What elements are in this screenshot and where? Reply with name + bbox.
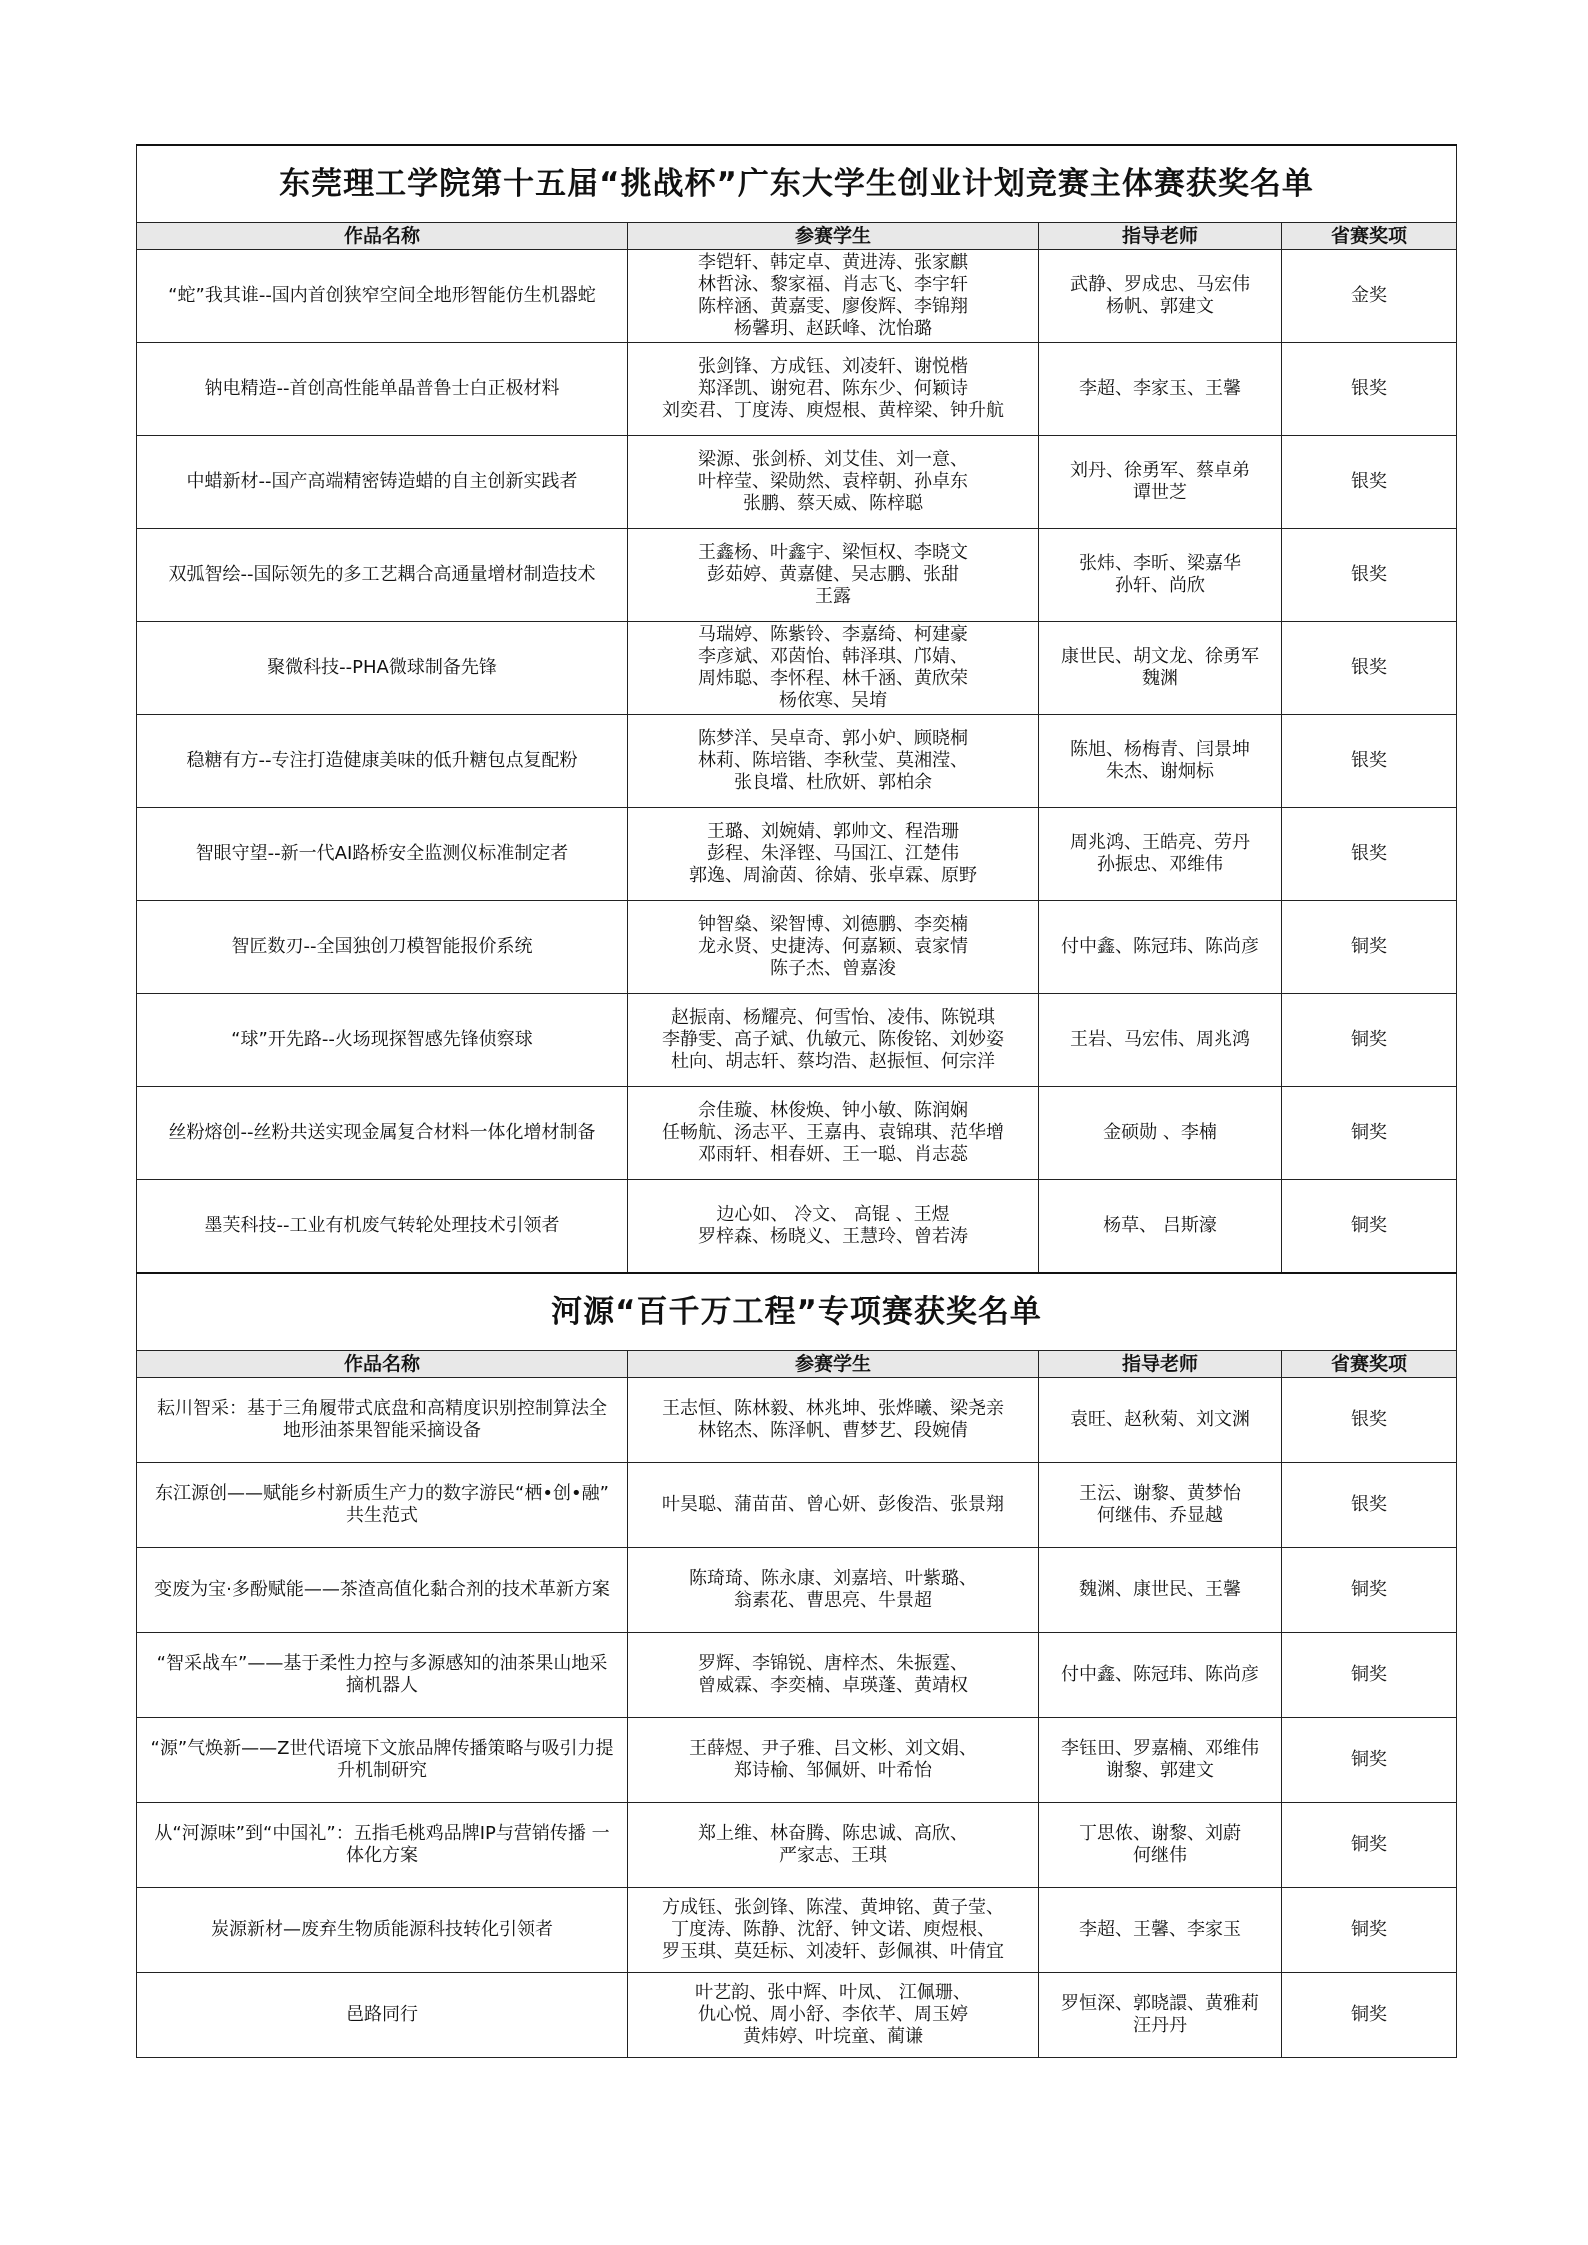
table-row — [137, 1180, 1457, 1274]
students-cell-line: 王鑫杨、叶鑫宇、梁恒权、李晓文 — [698, 542, 968, 563]
header-project: 作品名称 — [137, 1351, 628, 1378]
header-project: 作品名称 — [137, 223, 628, 250]
project-name-line: 从“河源味”到“中国礼”：五指毛桃鸡品牌IP与营销传播 一 — [154, 1823, 610, 1844]
students-cell — [628, 1087, 1039, 1180]
students-cell-line: 钟智燊、梁智博、刘德鹏、李奕楠 — [698, 914, 968, 935]
teachers-cell — [1039, 1803, 1282, 1888]
header-students: 参赛学生 — [628, 1351, 1039, 1378]
project-name-line: 邑路同行 — [346, 2004, 418, 2025]
table-row — [137, 436, 1457, 529]
students-cell-line: 边心如、 冷文、 高锟 、王煜 — [716, 1204, 950, 1225]
teachers-cell-line: 丁思侬、谢黎、刘蔚 — [1079, 1823, 1241, 1844]
teachers-cell-line: 魏渊、康世民、王馨 — [1079, 1579, 1241, 1600]
students-cell — [628, 1718, 1039, 1803]
students-cell-line: 严家志、王琪 — [779, 1845, 887, 1866]
table-row — [137, 343, 1457, 436]
award-cell: 银奖 — [1282, 436, 1457, 529]
students-cell-line: 郑泽凯、谢宛君、陈东少、何颖诗 — [698, 378, 968, 399]
students-cell-line: 丁度涛、陈静、沈舒、钟文诺、庾煜根、 — [671, 1919, 995, 1940]
students-cell — [628, 1463, 1039, 1548]
students-cell-line: 李静雯、高子斌、仇敏元、陈俊铭、刘妙姿 — [662, 1029, 1004, 1050]
teachers-cell-line: 付中鑫、陈冠玮、陈尚彦 — [1061, 936, 1259, 957]
teachers-cell — [1039, 1718, 1282, 1803]
table-row — [137, 529, 1457, 622]
teachers-cell-line: 付中鑫、陈冠玮、陈尚彦 — [1061, 1664, 1259, 1685]
students-cell-line: 王志恒、陈林毅、林兆坤、张烨曦、梁尧亲 — [662, 1398, 1004, 1419]
students-cell-line: 仇心悦、周小舒、李依芊、周玉婷 — [698, 2004, 968, 2025]
students-cell-line: 郑上维、林奋腾、陈忠诚、高欣、 — [698, 1823, 968, 1844]
students-cell-line: 张剑锋、方成钰、刘凌轩、谢悦楷 — [698, 356, 968, 377]
section-title: 东莞理工学院第十五届“挑战杯”广东大学生创业计划竞赛主体赛获奖名单 — [137, 145, 1457, 223]
section-title: 河源“百千万工程”专项赛获奖名单 — [137, 1273, 1457, 1351]
students-cell-line: 王露 — [815, 586, 851, 607]
students-cell-line: 佘佳璇、林俊焕、钟小敏、陈润娴 — [698, 1100, 968, 1121]
teachers-cell — [1039, 901, 1282, 994]
table-row — [137, 1803, 1457, 1888]
header-row — [137, 1351, 1457, 1378]
teachers-cell-line: 魏渊 — [1142, 668, 1178, 689]
students-cell — [628, 808, 1039, 901]
table-row — [137, 1888, 1457, 1973]
students-cell-line: 张良壋、杜欣妍、郭柏余 — [734, 772, 932, 793]
teachers-cell-line: 陈旭、杨梅青、闫景坤 — [1070, 739, 1250, 760]
teachers-cell-line: 张炜、李昕、梁嘉华 — [1079, 553, 1241, 574]
award-list-sheet — [136, 144, 1456, 2058]
students-cell-line: 彭茹婷、黄嘉健、吴志鹏、张甜 — [707, 564, 959, 585]
students-cell — [628, 715, 1039, 808]
teachers-cell-line: 李超、李家玉、王馨 — [1079, 378, 1241, 399]
students-cell-line: 罗玉琪、莫廷标、刘凌轩、彭佩祺、叶倩宜 — [662, 1941, 1004, 1962]
award-cell: 铜奖 — [1282, 1180, 1457, 1274]
award-cell: 银奖 — [1282, 1463, 1457, 1548]
students-cell-line: 方成钰、张剑锋、陈滢、黄坤铭、黄子莹、 — [662, 1897, 1004, 1918]
award-cell: 金奖 — [1282, 250, 1457, 343]
teachers-cell — [1039, 1548, 1282, 1633]
award-cell: 银奖 — [1282, 622, 1457, 715]
teachers-cell-line: 何继伟、乔显越 — [1097, 1505, 1223, 1526]
award-cell: 铜奖 — [1282, 901, 1457, 994]
teachers-cell — [1039, 808, 1282, 901]
students-cell — [628, 1888, 1039, 1973]
students-cell-line: 邓雨轩、相春妍、王一聪、肖志蕊 — [698, 1144, 968, 1165]
teachers-cell-line: 周兆鸿、王皓亮、劳丹 — [1070, 832, 1250, 853]
students-cell — [628, 1548, 1039, 1633]
project-name-line: 升机制研究 — [337, 1760, 427, 1781]
teachers-cell — [1039, 343, 1282, 436]
header-award: 省赛奖项 — [1282, 223, 1457, 250]
project-name: 中蜡新材--国产高端精密铸造蜡的自主创新实践者 — [137, 436, 628, 529]
students-cell-line: 梁源、张剑桥、刘艾佳、刘一意、 — [698, 449, 968, 470]
table-row — [137, 1973, 1457, 2058]
students-cell-line: 林铭杰、陈泽帆、曹梦艺、段婉倩 — [698, 1420, 968, 1441]
students-cell — [628, 1180, 1039, 1274]
project-name-line: 摘机器人 — [346, 1675, 418, 1696]
students-cell-line: 龙永贤、史捷涛、何嘉颖、袁家情 — [698, 936, 968, 957]
award-cell: 银奖 — [1282, 715, 1457, 808]
project-name: 丝粉熔创--丝粉共送实现金属复合材料一体化增材制备 — [137, 1087, 628, 1180]
project-name — [137, 1888, 628, 1973]
students-cell — [628, 994, 1039, 1087]
students-cell-line: 林莉、陈培锴、李秋莹、莫湘滢、 — [698, 750, 968, 771]
award-cell: 铜奖 — [1282, 1888, 1457, 1973]
table-row — [137, 1633, 1457, 1718]
students-cell-line: 罗梓森、杨晓义、王慧玲、曾若涛 — [698, 1226, 968, 1247]
project-name — [137, 1548, 628, 1633]
table-row — [137, 1463, 1457, 1548]
teachers-cell-line: 武静、罗成忠、马宏伟 — [1070, 274, 1250, 295]
students-cell-line: 叶昊聪、蒲苗苗、曾心妍、彭俊浩、张景翔 — [662, 1494, 1004, 1515]
table-row — [137, 715, 1457, 808]
project-name: “蛇”我其谁--国内首创狭窄空间全地形智能仿生机器蛇 — [137, 250, 628, 343]
teachers-cell-line: 杨帆、郭建文 — [1106, 296, 1214, 317]
students-cell-line: 马瑞婷、陈紫铃、李嘉绮、柯建豪 — [698, 624, 968, 645]
project-name: “球”开先路--火场现探智感先锋侦察球 — [137, 994, 628, 1087]
project-name-line: “源”气焕新——Z世代语境下文旅品牌传播策略与吸引力提 — [150, 1738, 614, 1759]
project-name: 墨芙科技--工业有机废气转轮处理技术引领者 — [137, 1180, 628, 1274]
project-name-line: 地形油茶果智能采摘设备 — [283, 1420, 481, 1441]
project-name: 智匠数刃--全国独创刀模智能报价系统 — [137, 901, 628, 994]
header-teachers: 指导老师 — [1039, 1351, 1282, 1378]
students-cell-line: 陈子杰、曾嘉浚 — [770, 958, 896, 979]
students-cell-line: 陈梦洋、吴卓奇、郭小妒、顾晓桐 — [698, 728, 968, 749]
students-cell-line: 罗辉、李锦锐、唐梓杰、朱振霆、 — [698, 1653, 968, 1674]
project-name: 聚微科技--PHA微球制备先锋 — [137, 622, 628, 715]
students-cell-line: 郑诗榆、邹佩妍、叶希怡 — [734, 1760, 932, 1781]
teachers-cell-line: 杨草、 吕斯濠 — [1103, 1215, 1217, 1236]
teachers-cell — [1039, 994, 1282, 1087]
teachers-cell-line: 袁旺、赵秋菊、刘文渊 — [1070, 1409, 1250, 1430]
project-name — [137, 1463, 628, 1548]
project-name — [137, 1718, 628, 1803]
teachers-cell-line: 汪丹丹 — [1133, 2015, 1187, 2036]
students-cell — [628, 1973, 1039, 2058]
table-row — [137, 250, 1457, 343]
project-name-line: 共生范式 — [346, 1505, 418, 1526]
award-cell: 银奖 — [1282, 529, 1457, 622]
students-cell — [628, 250, 1039, 343]
header-row — [137, 223, 1457, 250]
students-cell — [628, 1803, 1039, 1888]
students-cell-line: 刘奕君、丁度涛、庾煜根、黄梓梁、钟升航 — [662, 400, 1004, 421]
table-row — [137, 901, 1457, 994]
students-cell-line: 王薛煜、尹子雅、吕文彬、刘文娟、 — [689, 1738, 977, 1759]
students-cell-line: 王璐、刘婉婧、郭帅文、程浩珊 — [707, 821, 959, 842]
teachers-cell-line: 李钰田、罗嘉楠、邓维伟 — [1061, 1738, 1259, 1759]
award-cell: 银奖 — [1282, 808, 1457, 901]
project-name-line: 炭源新材—废弃生物质能源科技转化引领者 — [211, 1919, 553, 1940]
teachers-cell — [1039, 529, 1282, 622]
students-cell-line: 周炜聪、李怀程、林千涵、黄欣荣 — [698, 668, 968, 689]
table-row — [137, 994, 1457, 1087]
project-name — [137, 1973, 628, 2058]
award-cell: 银奖 — [1282, 343, 1457, 436]
table-row — [137, 622, 1457, 715]
students-cell-line: 李铠轩、韩定卓、黄进涛、张家麒 — [698, 252, 968, 273]
award-table — [136, 144, 1457, 2058]
students-cell-line: 林哲泳、黎家福、肖志飞、李宇轩 — [698, 274, 968, 295]
award-cell: 铜奖 — [1282, 1633, 1457, 1718]
teachers-cell-line: 朱杰、谢炯标 — [1106, 761, 1214, 782]
teachers-cell-line: 王沄、谢黎、黄梦怡 — [1079, 1483, 1241, 1504]
students-cell-line: 郭逸、周渝茵、徐婧、张卓霖、原野 — [689, 865, 977, 886]
award-cell: 铜奖 — [1282, 1803, 1457, 1888]
project-name-line: 耘川智采：基于三角履带式底盘和高精度识别控制算法全 — [157, 1398, 607, 1419]
project-name-line: 体化方案 — [346, 1845, 418, 1866]
teachers-cell — [1039, 1463, 1282, 1548]
students-cell-line: 杨依寒、吴堉 — [779, 690, 887, 711]
award-cell: 铜奖 — [1282, 1973, 1457, 2058]
teachers-cell-line: 何继伟 — [1133, 1845, 1187, 1866]
teachers-cell-line: 刘丹、徐勇军、蔡卓弟 — [1070, 460, 1250, 481]
teachers-cell-line: 谭世芝 — [1133, 482, 1187, 503]
teachers-cell-line: 王岩、马宏伟、周兆鸿 — [1070, 1029, 1250, 1050]
students-cell — [628, 529, 1039, 622]
table-row — [137, 1087, 1457, 1180]
students-cell-line: 翁素花、曹思亮、牛景超 — [734, 1590, 932, 1611]
project-name: 钠电精造--首创高性能单晶普鲁士白正极材料 — [137, 343, 628, 436]
students-cell — [628, 1633, 1039, 1718]
students-cell-line: 赵振南、杨耀亮、何雪怡、凌伟、陈锐琪 — [671, 1007, 995, 1028]
project-name: 稳糖有方--专注打造健康美味的低升糖包点复配粉 — [137, 715, 628, 808]
table-row — [137, 1548, 1457, 1633]
teachers-cell-line: 罗恒深、郭晓譞、黄雅莉 — [1061, 1993, 1259, 2014]
students-cell-line: 陈梓涵、黄嘉雯、廖俊辉、李锦翔 — [698, 296, 968, 317]
teachers-cell — [1039, 622, 1282, 715]
table-row — [137, 1378, 1457, 1463]
header-teachers: 指导老师 — [1039, 223, 1282, 250]
table-row — [137, 1718, 1457, 1803]
teachers-cell — [1039, 250, 1282, 343]
teachers-cell — [1039, 1633, 1282, 1718]
award-table-body — [137, 145, 1457, 2058]
students-cell-line: 任畅航、汤志平、王嘉冉、袁锦琪、范华增 — [662, 1122, 1004, 1143]
project-name-line: 东江源创——赋能乡村新质生产力的数字游民“栖•创•融” — [155, 1483, 609, 1504]
project-name — [137, 1378, 628, 1463]
teachers-cell — [1039, 1973, 1282, 2058]
project-name — [137, 1633, 628, 1718]
teachers-cell — [1039, 1888, 1282, 1973]
teachers-cell — [1039, 436, 1282, 529]
students-cell — [628, 1378, 1039, 1463]
teachers-cell-line: 谢黎、郭建文 — [1106, 1760, 1214, 1781]
award-cell: 铜奖 — [1282, 1718, 1457, 1803]
project-name: 智眼守望--新一代AI路桥安全监测仪标准制定者 — [137, 808, 628, 901]
students-cell — [628, 901, 1039, 994]
teachers-cell-line: 李超、王馨、李家玉 — [1079, 1919, 1241, 1940]
table-row — [137, 808, 1457, 901]
award-cell: 银奖 — [1282, 1378, 1457, 1463]
students-cell — [628, 622, 1039, 715]
award-cell: 铜奖 — [1282, 1087, 1457, 1180]
teachers-cell-line: 孙振忠、邓维伟 — [1097, 854, 1223, 875]
students-cell-line: 李彦斌、邓茵怡、韩泽琪、邝婧、 — [698, 646, 968, 667]
teachers-cell-line: 康世民、胡文龙、徐勇军 — [1061, 646, 1259, 667]
teachers-cell — [1039, 715, 1282, 808]
project-name-line: “智采战车”——基于柔性力控与多源感知的油茶果山地采 — [156, 1653, 608, 1674]
students-cell-line: 叶艺韵、张中辉、叶凤、 江佩珊、 — [695, 1982, 971, 2003]
students-cell-line: 黄炜婷、叶垸童、蔺谦 — [743, 2026, 923, 2047]
teachers-cell — [1039, 1378, 1282, 1463]
header-students: 参赛学生 — [628, 223, 1039, 250]
header-award: 省赛奖项 — [1282, 1351, 1457, 1378]
project-name: 双弧智绘--国际领先的多工艺耦合高通量增材制造技术 — [137, 529, 628, 622]
students-cell — [628, 343, 1039, 436]
students-cell-line: 陈琦琦、陈永康、刘嘉培、叶紫璐、 — [689, 1568, 977, 1589]
project-name — [137, 1803, 628, 1888]
students-cell-line: 杜向、胡志轩、蔡均浩、赵振恒、何宗洋 — [671, 1051, 995, 1072]
project-name-line: 变废为宝·多酚赋能——茶渣高值化黏合剂的技术革新方案 — [154, 1579, 610, 1600]
teachers-cell — [1039, 1180, 1282, 1274]
students-cell-line: 曾威霖、李奕楠、卓瑛蓬、黄靖权 — [698, 1675, 968, 1696]
students-cell — [628, 436, 1039, 529]
students-cell-line: 张鹏、蔡天威、陈梓聪 — [743, 493, 923, 514]
students-cell-line: 叶梓莹、梁勋然、袁梓朝、孙卓东 — [698, 471, 968, 492]
teachers-cell-line: 孙轩、尚欣 — [1115, 575, 1205, 596]
students-cell-line: 杨馨玥、赵跃峰、沈怡璐 — [734, 318, 932, 339]
award-cell: 铜奖 — [1282, 1548, 1457, 1633]
teachers-cell — [1039, 1087, 1282, 1180]
award-cell: 铜奖 — [1282, 994, 1457, 1087]
teachers-cell-line: 金硕勋 、李楠 — [1103, 1122, 1217, 1143]
students-cell-line: 彭程、朱泽铿、马国江、江楚伟 — [707, 843, 959, 864]
